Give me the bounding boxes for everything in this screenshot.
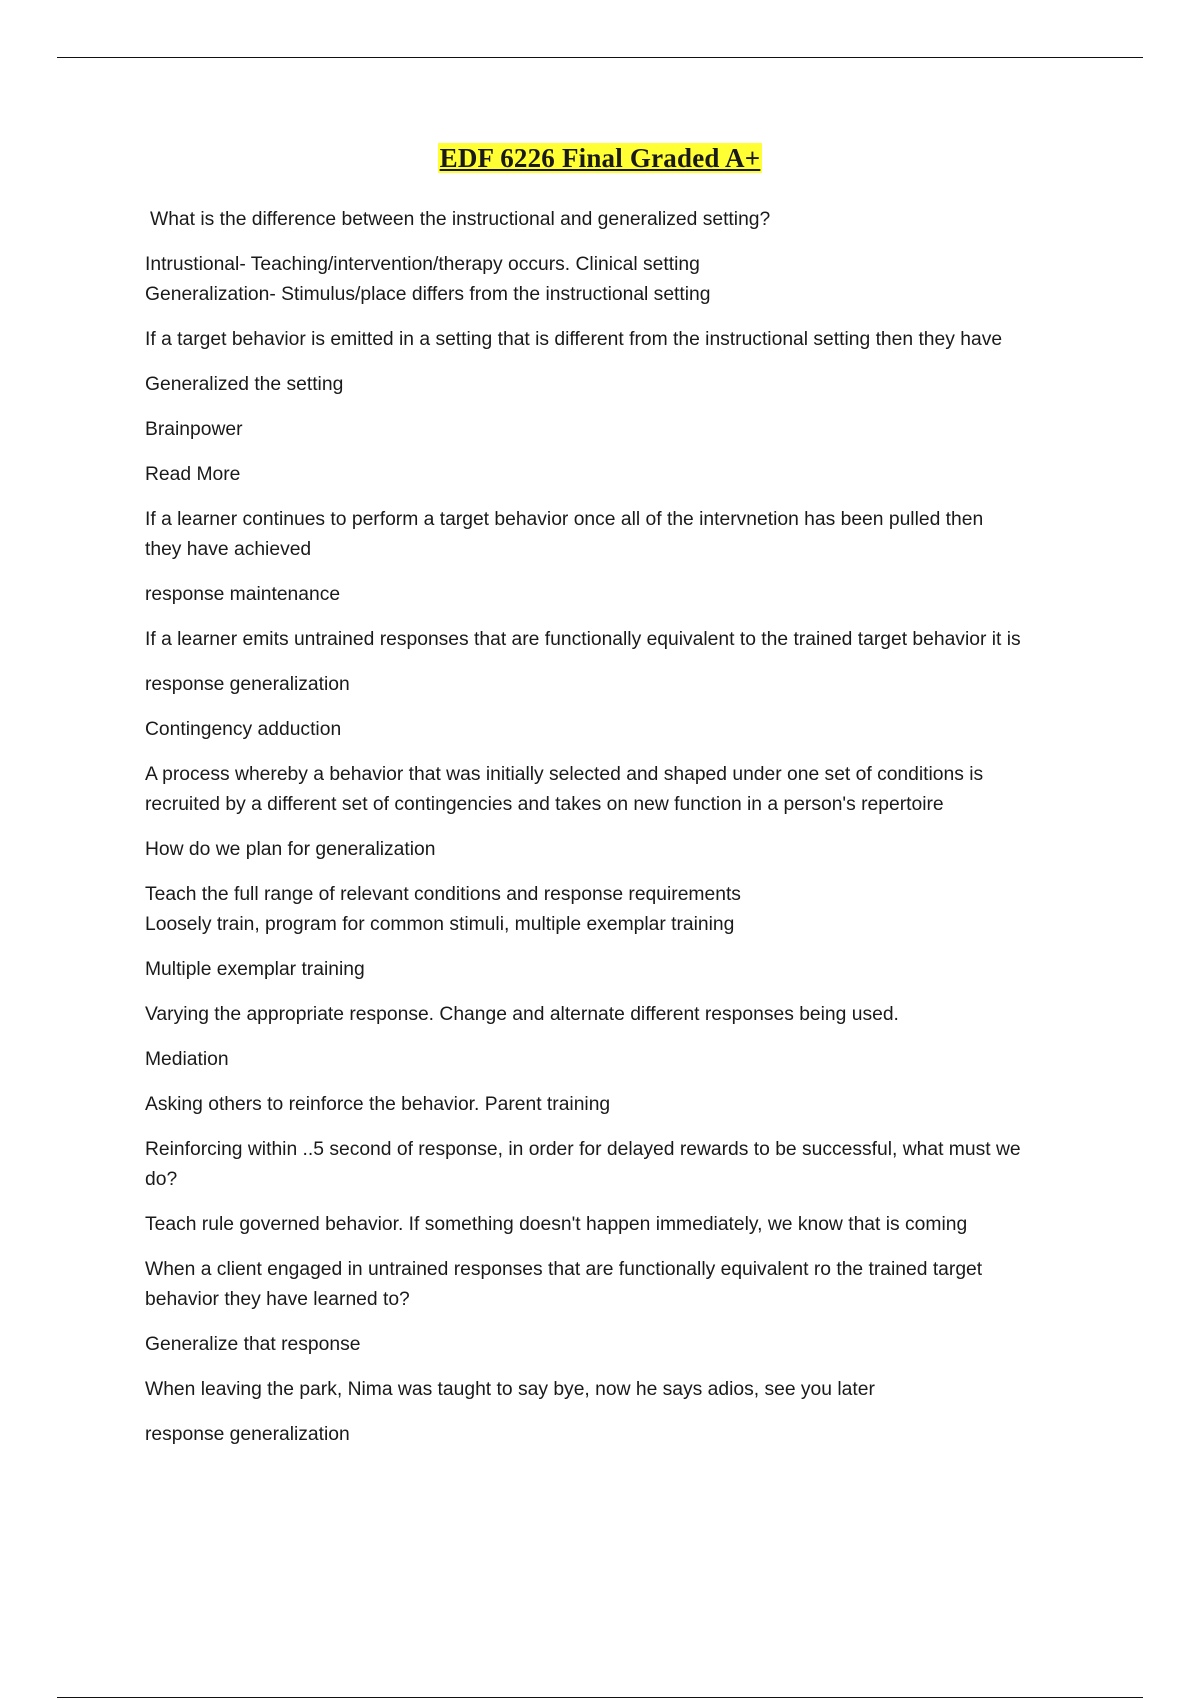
paragraph bbox=[145, 1090, 1105, 1120]
paragraph bbox=[145, 1420, 1105, 1450]
text-line: Teach rule governed behavior. If something doesn't happen immediately, we know that is coming bbox=[145, 1214, 968, 1235]
text-line: How do we plan for generalization bbox=[145, 839, 436, 860]
text-line: If a target behavior is emitted in a setting that is different from the instructional setting then they have bbox=[145, 329, 1003, 350]
paragraph bbox=[145, 325, 1105, 355]
paragraph bbox=[145, 1375, 1105, 1405]
text-line: behavior they have learned to? bbox=[145, 1289, 410, 1310]
paragraph bbox=[145, 880, 1105, 940]
text-line: What is the difference between the instructional and generalized setting? bbox=[150, 209, 771, 230]
text-line: If a learner continues to perform a target behavior once all of the intervnetion has been pulled then bbox=[145, 509, 984, 530]
paragraph bbox=[145, 955, 1105, 985]
paragraph bbox=[145, 1000, 1105, 1030]
paragraph bbox=[145, 415, 1105, 445]
text-line: Generalize that response bbox=[145, 1334, 361, 1355]
paragraph bbox=[145, 715, 1105, 745]
text-line: Intrustional- Teaching/intervention/therapy occurs. Clinical setting bbox=[145, 254, 700, 275]
text-line: When leaving the park, Nima was taught to say bye, now he says adios, see you later bbox=[145, 1379, 875, 1400]
bottom-rule bbox=[57, 1697, 1143, 1698]
text-line: Multiple exemplar training bbox=[145, 959, 365, 980]
paragraph bbox=[145, 460, 1105, 490]
paragraph bbox=[145, 760, 1105, 820]
text-line: Teach the full range of relevant conditions and response requirements bbox=[145, 884, 741, 905]
paragraph bbox=[145, 505, 1105, 565]
text-line: A process whereby a behavior that was initially selected and shaped under one set of conditions is bbox=[145, 764, 984, 785]
paragraph bbox=[145, 1045, 1105, 1075]
title-block bbox=[0, 143, 1200, 174]
text-line: Generalization- Stimulus/place differs from the instructional setting bbox=[145, 284, 711, 305]
text-line: When a client engaged in untrained responses that are functionally equivalent ro the trained target bbox=[145, 1259, 983, 1280]
paragraph bbox=[145, 835, 1105, 865]
paragraph bbox=[145, 1330, 1105, 1360]
paragraph bbox=[145, 1135, 1105, 1195]
paragraph bbox=[145, 1255, 1105, 1315]
text-line: Asking others to reinforce the behavior. Parent training bbox=[145, 1094, 611, 1115]
text-line: response maintenance bbox=[145, 584, 341, 605]
paragraph bbox=[145, 250, 1105, 310]
document-title: EDF 6226 Final Graded A+ bbox=[439, 143, 761, 173]
text-line: do? bbox=[145, 1169, 178, 1190]
text-line: Mediation bbox=[145, 1049, 229, 1070]
text-line: response generalization bbox=[145, 674, 350, 695]
text-line: Generalized the setting bbox=[145, 374, 344, 395]
text-line: Reinforcing within ..5 second of response, in order for delayed rewards to be successful, what must we bbox=[145, 1139, 1021, 1160]
text-line: Read More bbox=[145, 464, 241, 485]
document-body bbox=[145, 205, 1105, 1465]
text-line: Loosely train, program for common stimuli, multiple exemplar training bbox=[145, 914, 735, 935]
text-line: they have achieved bbox=[145, 539, 312, 560]
text-line: If a learner emits untrained responses that are functionally equivalent to the trained target behavior it is bbox=[145, 629, 1021, 650]
paragraph bbox=[145, 205, 1105, 235]
text-line: Contingency adduction bbox=[145, 719, 342, 740]
text-line: Varying the appropriate response. Change and alternate different responses being used. bbox=[145, 1004, 899, 1025]
top-rule bbox=[57, 57, 1143, 58]
text-line: recruited by a different set of contingencies and takes on new function in a person's repertoire bbox=[145, 794, 944, 815]
paragraph bbox=[145, 670, 1105, 700]
text-line: Brainpower bbox=[145, 419, 243, 440]
text-line: response generalization bbox=[145, 1424, 350, 1445]
paragraph bbox=[145, 370, 1105, 400]
paragraph bbox=[145, 580, 1105, 610]
paragraph bbox=[145, 1210, 1105, 1240]
paragraph bbox=[145, 625, 1105, 655]
